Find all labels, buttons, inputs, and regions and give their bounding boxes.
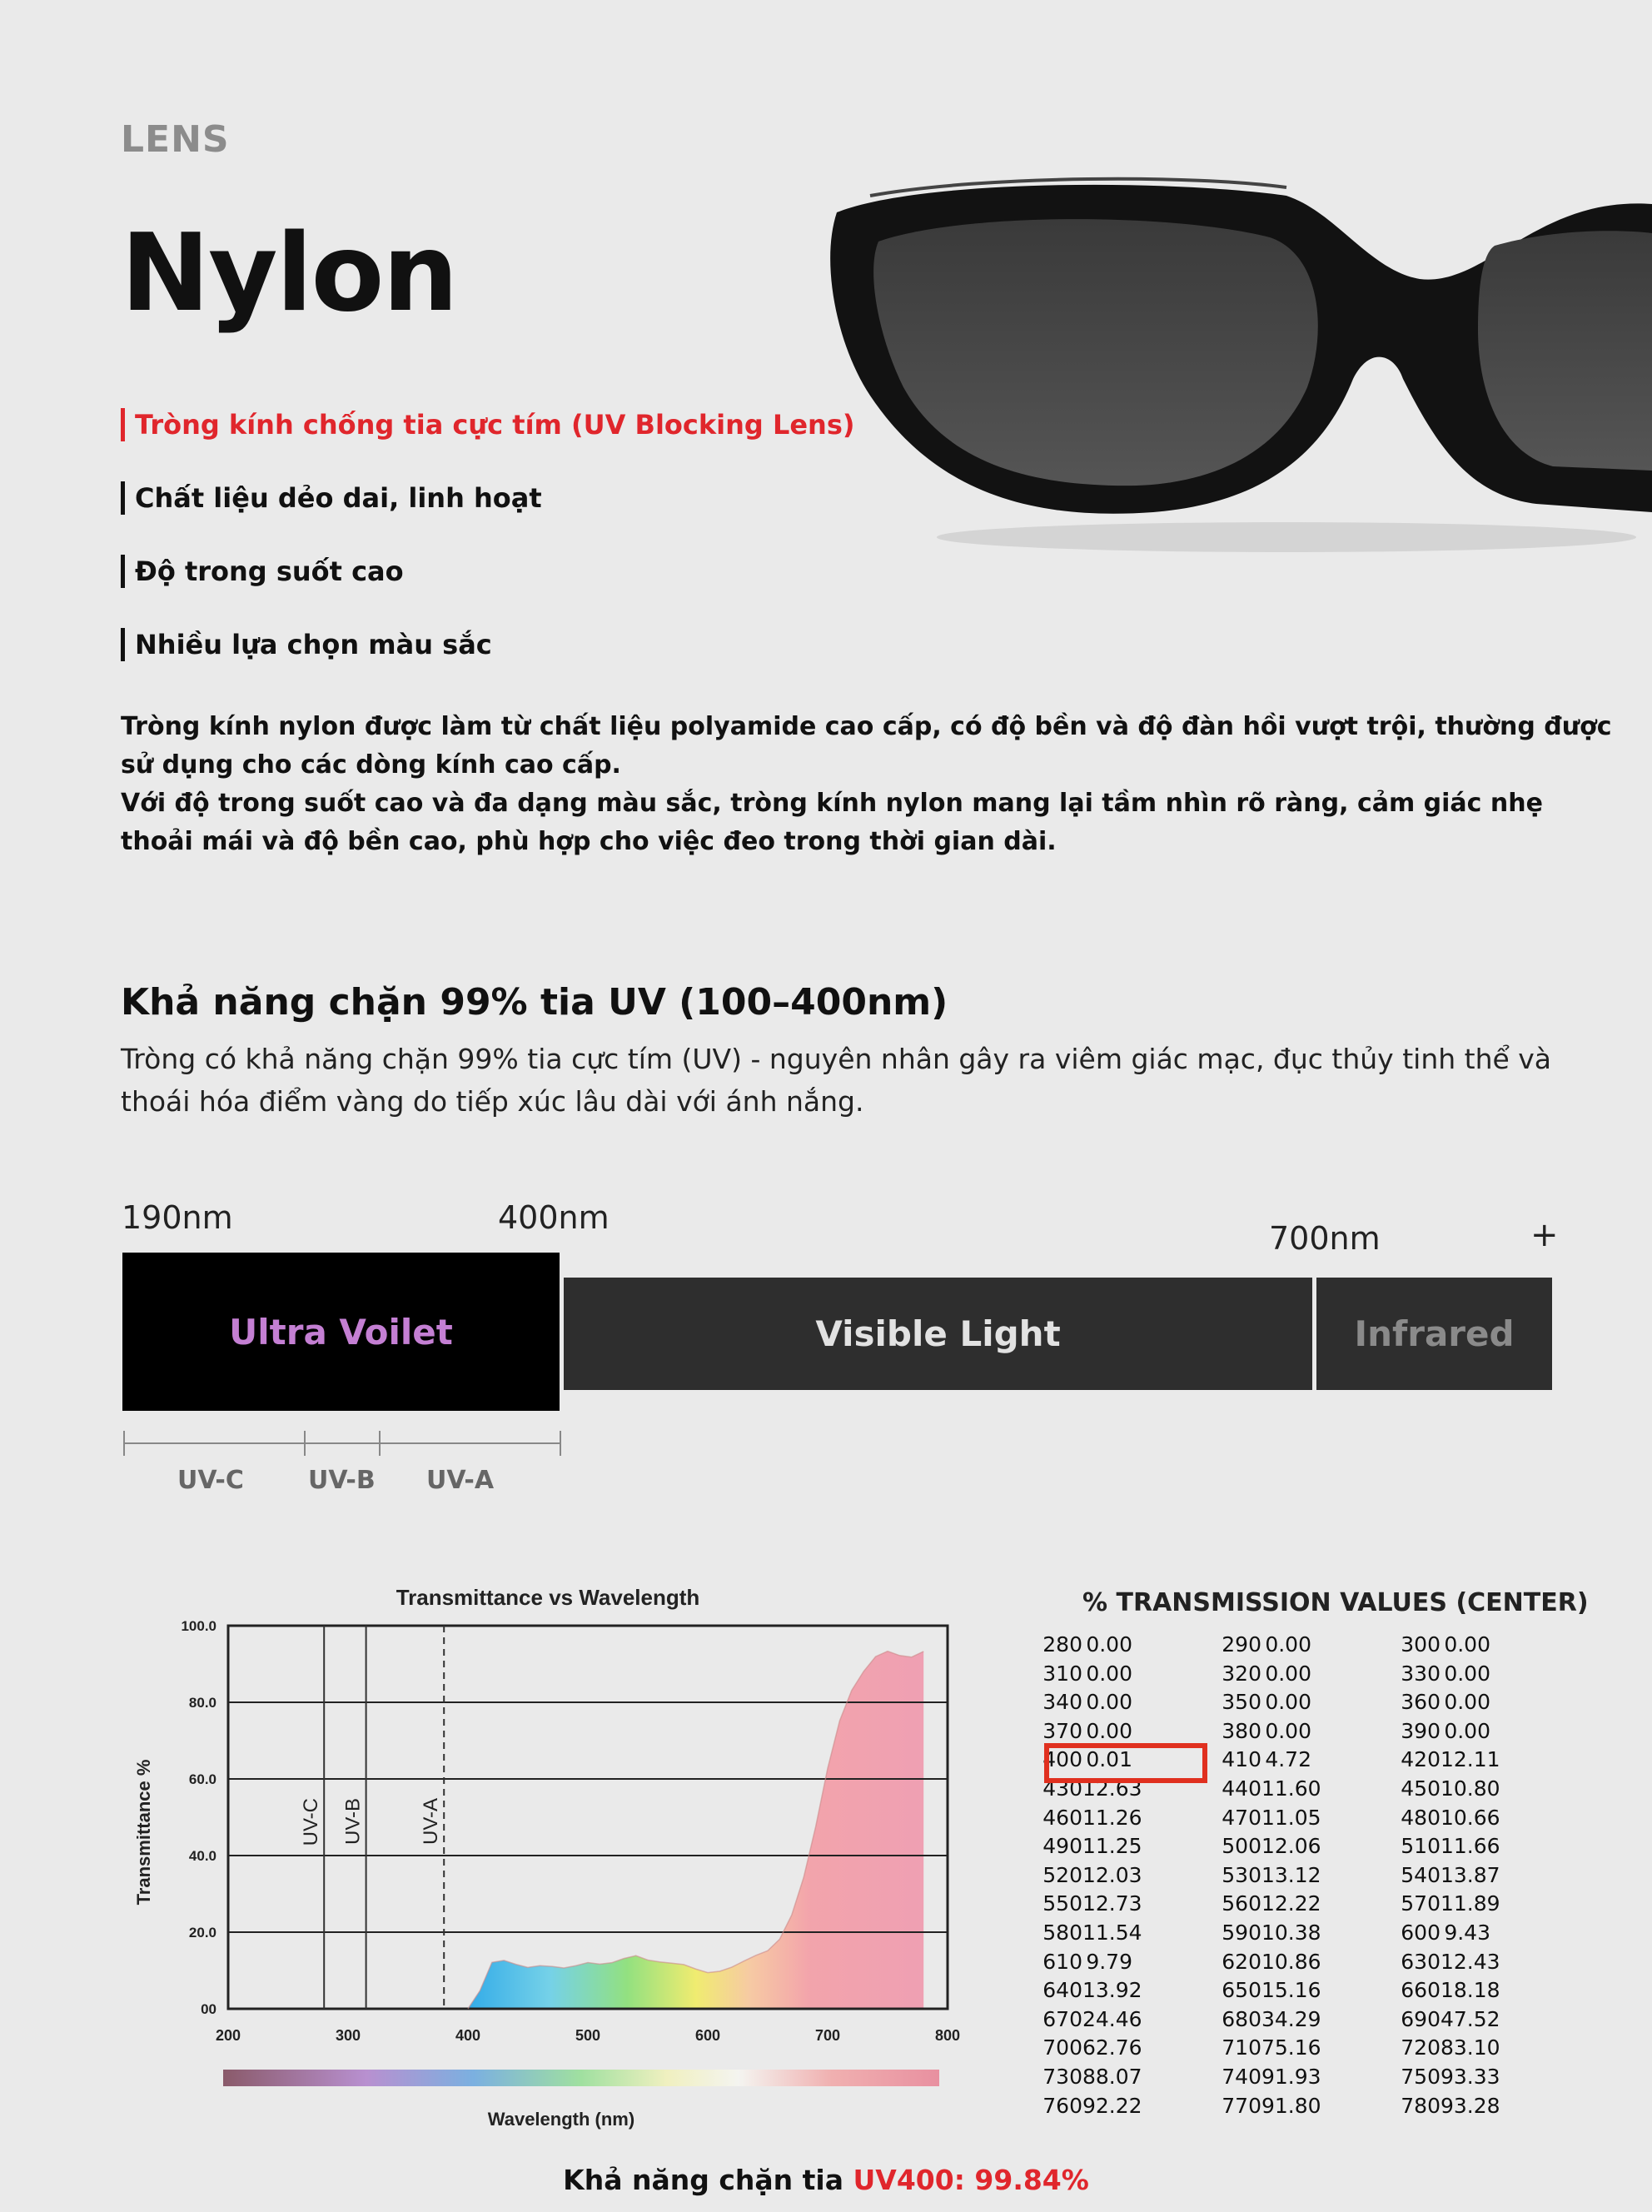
transmission-cell: 0.00 xyxy=(1444,1661,1490,1686)
mark-700nm: 700nm xyxy=(1269,1220,1381,1257)
transmission-cell: 0.00 xyxy=(1265,1632,1311,1657)
transmission-cell: 15.16 xyxy=(1261,1978,1321,2003)
transmission-cell: 0.00 xyxy=(1086,1690,1132,1715)
uv-c-label: UV-C xyxy=(177,1466,244,1495)
transmittance-chart xyxy=(117,1574,983,2140)
bottom-highlight: UV400: 99.84% xyxy=(853,2164,1089,2196)
feature-flexible: Chất liệu dẻo dai, linh hoạt xyxy=(121,481,542,515)
wavelength-cell: 340 xyxy=(1042,1690,1082,1715)
mark-190nm: 190nm xyxy=(122,1199,233,1236)
uv-heading: Khả năng chặn 99% tia UV (100–400nm) xyxy=(121,981,948,1024)
uv-text: Tròng có khả năng chặn 99% tia cực tím (UV) - nguyên nhân gây ra viêm giác mạc, đục thủy tinh thể và thoái hóa điểm vàng do tiếp xúc lâu dài với ánh nắng. xyxy=(121,1043,1552,1118)
description xyxy=(121,708,1620,861)
transmission-cell: 83.10 xyxy=(1441,2035,1500,2060)
transmission-cell: 13.87 xyxy=(1441,1862,1500,1887)
transmission-cell: 62.76 xyxy=(1082,2035,1142,2060)
transmission-cell: 11.60 xyxy=(1261,1776,1321,1801)
transmission-cell: 0.00 xyxy=(1444,1632,1490,1657)
y-tick-label: 80.0 xyxy=(188,1695,216,1711)
transmission-cell: 12.22 xyxy=(1261,1891,1321,1916)
wavelength-cell: 570 xyxy=(1401,1891,1441,1916)
wavelength-cell: 750 xyxy=(1401,2065,1441,2089)
wavelength-cell: 300 xyxy=(1401,1632,1441,1657)
transmission-cell: 12.03 xyxy=(1082,1862,1142,1887)
uv-scale-tick xyxy=(123,1431,125,1456)
x-tick-label: 800 xyxy=(934,2027,961,2044)
wavelength-cell: 280 xyxy=(1042,1632,1082,1657)
transmission-cell: 11.05 xyxy=(1261,1805,1321,1830)
wavelength-cell: 550 xyxy=(1042,1891,1082,1916)
transmission-cell: 0.00 xyxy=(1086,1661,1132,1686)
wavelength-cell: 600 xyxy=(1401,1921,1441,1945)
transmission-cell: 93.28 xyxy=(1441,2093,1500,2118)
transmission-cell: 93.33 xyxy=(1441,2065,1500,2089)
wavelength-cell: 630 xyxy=(1401,1949,1441,1974)
bottom-caption xyxy=(0,2164,1652,2196)
wavelength-cell: 540 xyxy=(1401,1862,1441,1887)
x-tick-label: 700 xyxy=(814,2027,841,2044)
y-axis-label: Transmittance % xyxy=(133,1759,154,1906)
page-title: Nylon xyxy=(121,212,457,336)
wavelength-cell: 430 xyxy=(1042,1776,1082,1801)
y-tick-label: 60.0 xyxy=(188,1771,216,1787)
x-tick-label: 300 xyxy=(335,2027,361,2044)
wavelength-cell: 690 xyxy=(1401,2006,1441,2031)
wavelength-cell: 640 xyxy=(1042,1978,1082,2003)
x-axis-label: Wavelength (nm) xyxy=(487,2109,635,2130)
transmission-cell: 18.18 xyxy=(1441,1978,1500,2003)
uv-scale-line xyxy=(123,1442,560,1444)
wavelength-cell: 330 xyxy=(1401,1661,1441,1686)
bottom-label: Khả năng chặn tia xyxy=(563,2164,853,2196)
transmission-cell: 0.00 xyxy=(1086,1718,1132,1743)
wavelength-cell: 560 xyxy=(1222,1891,1261,1916)
uv-a-label: UV-A xyxy=(426,1466,495,1495)
transmission-cell: 9.43 xyxy=(1444,1921,1490,1945)
feature-colors: Nhiều lựa chọn màu sắc xyxy=(121,628,492,661)
transmission-cell: 92.22 xyxy=(1082,2093,1142,2118)
wavelength-cell: 530 xyxy=(1222,1862,1261,1887)
uv-b-label: UV-B xyxy=(308,1466,376,1495)
wavelength-cell: 680 xyxy=(1222,2006,1261,2031)
mark-400nm: 400nm xyxy=(498,1199,610,1236)
transmission-cell: 0.00 xyxy=(1086,1632,1132,1657)
wavelength-cell: 420 xyxy=(1401,1747,1441,1772)
uv-scale-tick xyxy=(304,1431,306,1456)
wavelength-cell: 450 xyxy=(1401,1776,1441,1801)
mark-plus: + xyxy=(1530,1216,1559,1254)
band-visible-light: Visible Light xyxy=(564,1278,1312,1390)
transmittance-area xyxy=(468,1652,923,2009)
transmission-cell: 12.11 xyxy=(1441,1747,1500,1772)
band-ultraviolet: Ultra Voilet xyxy=(122,1253,560,1411)
transmission-cell: 10.66 xyxy=(1441,1805,1500,1830)
transmission-cell: 13.12 xyxy=(1261,1862,1321,1887)
highlight-box-400nm xyxy=(1044,1743,1207,1783)
transmission-cell: 10.38 xyxy=(1261,1921,1321,1945)
wavelength-cell: 490 xyxy=(1042,1834,1082,1859)
transmission-cell: 9.79 xyxy=(1086,1949,1132,1974)
feature-transparent: Độ trong suốt cao xyxy=(121,555,404,588)
transmission-cell: 12.06 xyxy=(1261,1834,1321,1859)
description-paragraph-2: Với độ trong suốt cao và đa dạng màu sắc, tròng kính nylon mang lại tầm nhìn rõ ràng, cảm giác nhẹ thoải mái và độ bền cao, phù hợp cho việc đeo trong thời gian dài. xyxy=(121,789,1543,856)
transmission-cell: 47.52 xyxy=(1441,2006,1500,2031)
wavelength-cell: 670 xyxy=(1042,2006,1082,2031)
wavelength-cell: 580 xyxy=(1042,1921,1082,1945)
transmission-cell: 11.26 xyxy=(1082,1805,1142,1830)
transmission-cell: 12.73 xyxy=(1082,1891,1142,1916)
wavelength-cell: 360 xyxy=(1401,1690,1441,1715)
wavelength-cell: 460 xyxy=(1042,1805,1082,1830)
transmission-cell: 91.93 xyxy=(1261,2065,1321,2089)
wavelength-cell: 310 xyxy=(1042,1661,1082,1686)
wavelength-cell: 760 xyxy=(1042,2093,1082,2118)
wavelength-cell: 440 xyxy=(1222,1776,1261,1801)
transmission-cell: 0.00 xyxy=(1265,1690,1311,1715)
y-tick-label: 100.0 xyxy=(181,1618,216,1634)
color-spectrum-bar xyxy=(223,2070,939,2086)
wavelength-cell: 290 xyxy=(1222,1632,1261,1657)
transmission-cell: 4.72 xyxy=(1265,1747,1311,1772)
region-label: UV-C xyxy=(300,1798,323,1846)
wavelength-cell: 470 xyxy=(1222,1805,1261,1830)
transmission-cell: 11.66 xyxy=(1441,1834,1500,1859)
y-tick-label: 40.0 xyxy=(188,1848,216,1864)
wavelength-cell: 520 xyxy=(1042,1862,1082,1887)
transmission-cell: 0.00 xyxy=(1444,1718,1490,1743)
transmission-cell: 88.07 xyxy=(1082,2065,1142,2089)
wavelength-cell: 390 xyxy=(1401,1718,1441,1743)
wavelength-cell: 350 xyxy=(1222,1690,1261,1715)
transmission-cell: 11.54 xyxy=(1082,1921,1142,1945)
uv-scale-tick xyxy=(560,1431,561,1456)
transmission-cell: 0.00 xyxy=(1265,1718,1311,1743)
wavelength-cell: 480 xyxy=(1401,1805,1441,1830)
x-tick-label: 500 xyxy=(575,2027,601,2044)
x-tick-label: 600 xyxy=(694,2027,721,2044)
y-tick-label: 20.0 xyxy=(188,1925,216,1940)
wavelength-cell: 660 xyxy=(1401,1978,1441,2003)
wavelength-cell: 400 xyxy=(1042,1747,1082,1772)
region-label: UV-A xyxy=(420,1798,443,1846)
wavelength-cell: 410 xyxy=(1222,1747,1261,1772)
wavelength-cell: 770 xyxy=(1222,2093,1261,2118)
wavelength-cell: 610 xyxy=(1042,1949,1082,1974)
wavelength-cell: 380 xyxy=(1222,1718,1261,1743)
wavelength-cell: 710 xyxy=(1222,2035,1261,2060)
wavelength-cell: 730 xyxy=(1042,2065,1082,2089)
band-infrared: Infrared xyxy=(1316,1278,1552,1390)
transmission-cell: 0.00 xyxy=(1265,1661,1311,1686)
chart-title: Transmittance vs Wavelength xyxy=(396,1585,700,1610)
wavelength-cell: 720 xyxy=(1401,2035,1441,2060)
wavelength-cell: 740 xyxy=(1222,2065,1261,2089)
region-label: UV-B xyxy=(341,1798,365,1846)
transmission-cell: 12.63 xyxy=(1082,1776,1142,1801)
transmission-cell: 11.89 xyxy=(1441,1891,1500,1916)
wavelength-cell: 620 xyxy=(1222,1949,1261,1974)
transmission-cell: 91.80 xyxy=(1261,2093,1321,2118)
description-paragraph-1: Tròng kính nylon được làm từ chất liệu polyamide cao cấp, có độ bền và độ đàn hồi vượt trội, thường được sử dụng cho các dòng kính cao cấp. xyxy=(121,712,1612,780)
transmission-cell: 75.16 xyxy=(1261,2035,1321,2060)
wavelength-cell: 320 xyxy=(1222,1661,1261,1686)
wavelength-cell: 510 xyxy=(1401,1834,1441,1859)
transmission-cell: 10.86 xyxy=(1261,1949,1321,1974)
wavelength-cell: 590 xyxy=(1222,1921,1261,1945)
sunglasses-image xyxy=(820,162,1652,554)
wavelength-cell: 700 xyxy=(1042,2035,1082,2060)
transmission-cell: 10.80 xyxy=(1441,1776,1500,1801)
transmission-cell: 12.43 xyxy=(1441,1949,1500,1974)
transmission-cell: 11.25 xyxy=(1082,1834,1142,1859)
x-tick-label: 200 xyxy=(215,2027,241,2044)
wavelength-cell: 650 xyxy=(1222,1978,1261,2003)
transmission-cell: 13.92 xyxy=(1082,1978,1142,2003)
section-label: LENS xyxy=(121,118,230,161)
table-title: % TRANSMISSION VALUES (CENTER) xyxy=(1082,1588,1589,1617)
x-tick-label: 400 xyxy=(455,2027,481,2044)
feature-uv-blocking: Tròng kính chống tia cực tím (UV Blocking Lens) xyxy=(121,408,854,441)
transmission-cell: 24.46 xyxy=(1082,2006,1142,2031)
wavelength-cell: 780 xyxy=(1401,2093,1441,2118)
wavelength-cell: 500 xyxy=(1222,1834,1261,1859)
y-tick-label: 00 xyxy=(201,2001,216,2017)
transmission-cell: 0.00 xyxy=(1444,1690,1490,1715)
uv-scale-tick xyxy=(379,1431,381,1456)
transmission-cell: 0.01 xyxy=(1086,1747,1132,1772)
transmission-cell: 34.29 xyxy=(1261,2006,1321,2031)
wavelength-cell: 370 xyxy=(1042,1718,1082,1743)
